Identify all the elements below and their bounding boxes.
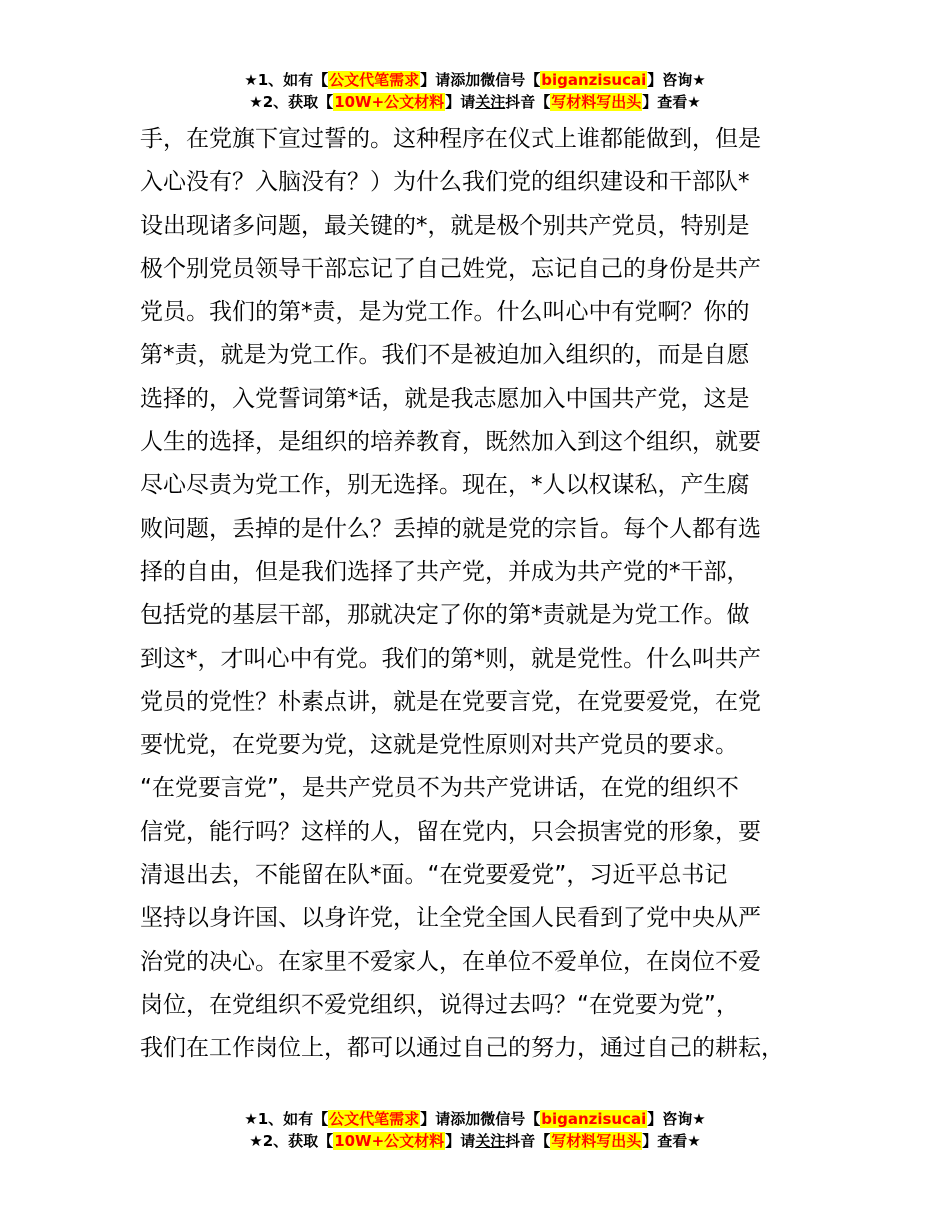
banner-text: ★1、如有【 (244, 1110, 329, 1128)
body-text-line: 败问题，丢掉的是什么？丢掉的就是党的宗旨。每个人都有选 (140, 515, 761, 542)
banner-highlight: 公文代笔需求 (329, 71, 420, 89)
banner-text: 】请 (445, 1132, 476, 1150)
banner-line-1 (0, 1108, 950, 1130)
banner-highlight: 公文代笔需求 (329, 1110, 420, 1128)
banner-text: 】查看★ (642, 93, 701, 111)
body-text-line: 清退出去，不能留在队*面。“在党要爱党”，习近平总书记 (140, 862, 728, 889)
body-text-line: 要忧党，在党要为党，这就是党性原则对共产党员的要求。 (140, 732, 738, 759)
body-text-line: 到这*，才叫心中有党。我们的第*则，就是党性。什么叫共产 (140, 645, 761, 672)
banner-highlight: 写材料写出头 (551, 93, 642, 111)
body-text-line: 我们在工作岗位上，都可以通过自己的努力，通过自己的耕耘， (140, 1035, 784, 1062)
body-text-line: 党员的党性？朴素点讲，就是在党要言党，在党要爱党，在党 (140, 688, 761, 715)
body-text-line: 岗位，在党组织不爱党组织，说得过去吗？“在党要为党”， (140, 991, 739, 1018)
banner-highlight: 写材料写出头 (551, 1132, 642, 1150)
banner-text: ★1、如有【 (244, 71, 329, 89)
banner-text: 】请添加微信号【 (420, 71, 541, 89)
banner-text: ★2、获取【 (249, 1132, 334, 1150)
banner-text: ★2、获取【 (249, 93, 334, 111)
banner-text: 】查看★ (642, 1132, 701, 1150)
banner-highlight: 10W+公文材料 (334, 93, 445, 111)
banner-underline-text: 关注 (475, 1132, 506, 1150)
banner-text: 】咨询★ (647, 71, 706, 89)
body-text-line: 第*责，就是为党工作。我们不是被迫加入组织的，而是自愿 (140, 342, 750, 369)
body-text-line: 选择的，入党誓词第*话，就是我志愿加入中国共产党，这是 (140, 385, 750, 412)
body-text-line: 极个别党员领导干部忘记了自己姓党，忘记自己的身份是共产 (140, 255, 761, 282)
banner-highlight-wechat-id: biganzisucai (541, 71, 647, 89)
header-banner (0, 69, 950, 113)
body-text-line: 择的自由，但是我们选择了共产党，并成为共产党的*干部， (140, 558, 750, 585)
body-text-line: 入心没有？入脑没有？）为什么我们党的组织建设和干部队* (140, 169, 750, 196)
banner-text: 】咨询★ (647, 1110, 706, 1128)
banner-underline-text: 关注 (475, 93, 506, 111)
body-text-line: 包括党的基层干部，那就决定了你的第*责就是为党工作。做 (140, 602, 750, 629)
banner-text: 抖音【 (505, 1132, 551, 1150)
body-text-line: 设出现诸多问题，最关键的*，就是极个别共产党员，特别是 (140, 212, 750, 239)
body-text-line: 人生的选择，是组织的培养教育，既然加入到这个组织，就要 (140, 429, 761, 456)
body-text-line: 党员。我们的第*责，是为党工作。什么叫心中有党啊？你的 (140, 299, 750, 326)
banner-highlight-wechat-id: biganzisucai (541, 1110, 647, 1128)
footer-banner (0, 1108, 950, 1152)
body-text-line: 坚持以身许国、以身许党，让全党全国人民看到了党中央从严 (140, 905, 761, 932)
banner-line-1 (0, 69, 950, 91)
document-body (140, 118, 820, 1071)
banner-text: 】请添加微信号【 (420, 1110, 541, 1128)
body-text-line: 尽心尽责为党工作，别无选择。现在，*人以权谋私，产生腐 (140, 472, 750, 499)
banner-line-2 (0, 91, 950, 113)
body-text-line: “在党要言党”，是共产党员不为共产党讲话，在党的组织不 (140, 775, 739, 802)
banner-line-2 (0, 1130, 950, 1152)
body-text-line: 治党的决心。在家里不爱家人，在单位不爱单位，在岗位不爱 (140, 948, 761, 975)
body-text-line: 手，在党旗下宣过誓的。这种程序在仪式上谁都能做到，但是 (140, 126, 761, 152)
body-text-line: 信党，能行吗？这样的人，留在党内，只会损害党的形象，要 (140, 818, 761, 845)
banner-highlight: 10W+公文材料 (334, 1132, 445, 1150)
banner-text: 】请 (445, 93, 476, 111)
banner-text: 抖音【 (505, 93, 551, 111)
